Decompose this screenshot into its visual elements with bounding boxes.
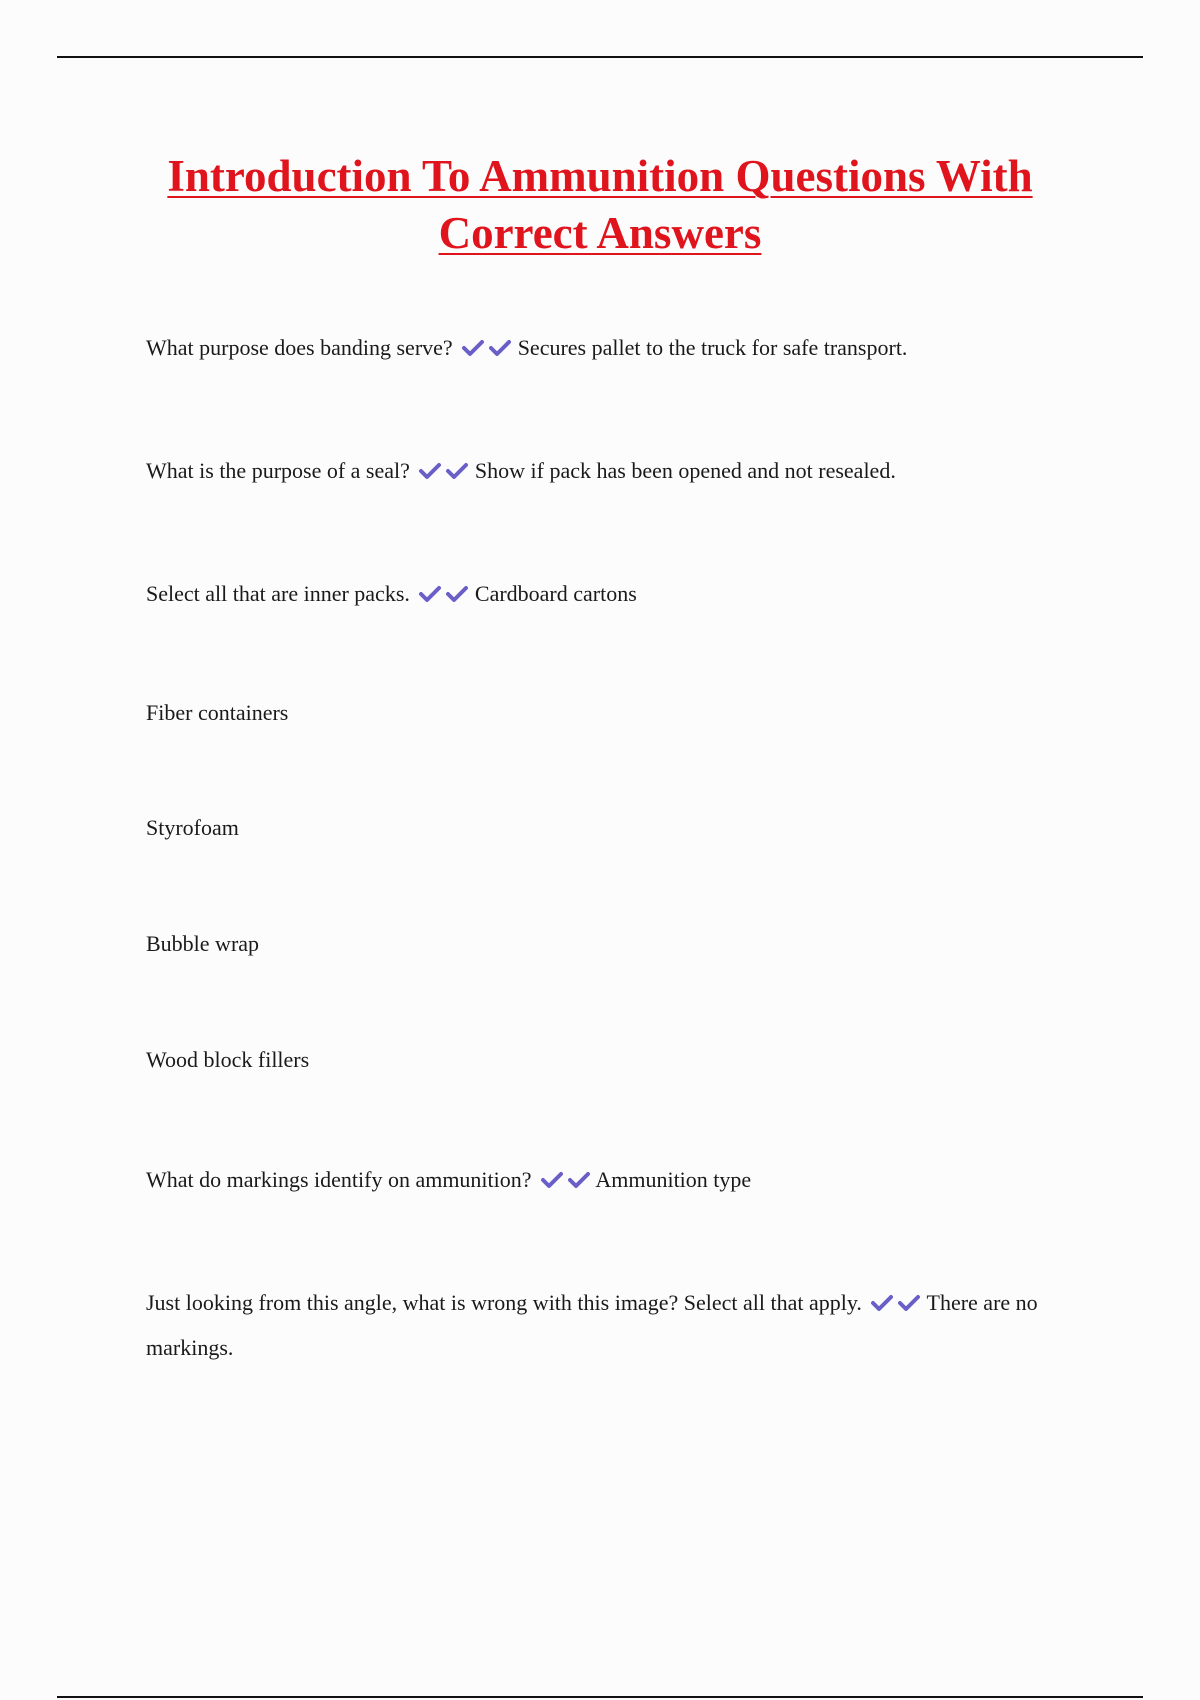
qa-item-image-angle: [146, 1280, 1076, 1370]
check-icon: [445, 461, 469, 481]
page-title: [100, 148, 1100, 262]
answer-text: Ammunition type: [595, 1167, 752, 1192]
answer-text: There are no markings.: [146, 1290, 1038, 1360]
question-text: What purpose does banding serve?: [146, 335, 453, 360]
answer-line-fiber-containers: Fiber containers: [146, 700, 289, 725]
check-icon: [567, 1170, 591, 1190]
bottom-rule: [57, 1696, 1143, 1698]
answer-text: Show if pack has been opened and not resealed.: [474, 458, 896, 483]
answer-line-wood-block-fillers: Wood block fillers: [146, 1047, 310, 1072]
check-icon: [445, 584, 469, 604]
title-line-1: Introduction To Ammunition Questions With: [167, 151, 1033, 201]
check-icon: [897, 1293, 921, 1313]
check-icon: [870, 1293, 894, 1313]
question-text: Just looking from this angle, what is wrong with this image? Select all that apply.: [146, 1290, 862, 1315]
answer-text: Secures pallet to the truck for safe transport.: [517, 335, 908, 360]
check-icon: [461, 338, 485, 358]
question-text: Select all that are inner packs.: [146, 581, 410, 606]
check-icon: [418, 461, 442, 481]
answer-line-styrofoam: Styrofoam: [146, 815, 239, 840]
question-text: What is the purpose of a seal?: [146, 458, 410, 483]
answer-text: Cardboard cartons: [474, 581, 637, 606]
qa-item-inner-packs: [146, 571, 1076, 616]
qa-item-markings: [146, 1157, 1076, 1202]
check-icon: [418, 584, 442, 604]
check-icon: [540, 1170, 564, 1190]
title-line-2: Correct Answers: [438, 208, 762, 258]
check-icon: [488, 338, 512, 358]
question-text: What do markings identify on ammunition?: [146, 1167, 532, 1192]
top-rule: [57, 56, 1143, 58]
qa-item-banding: [146, 325, 1076, 370]
answer-line-bubble-wrap: Bubble wrap: [146, 931, 260, 956]
qa-item-seal: [146, 448, 1076, 493]
